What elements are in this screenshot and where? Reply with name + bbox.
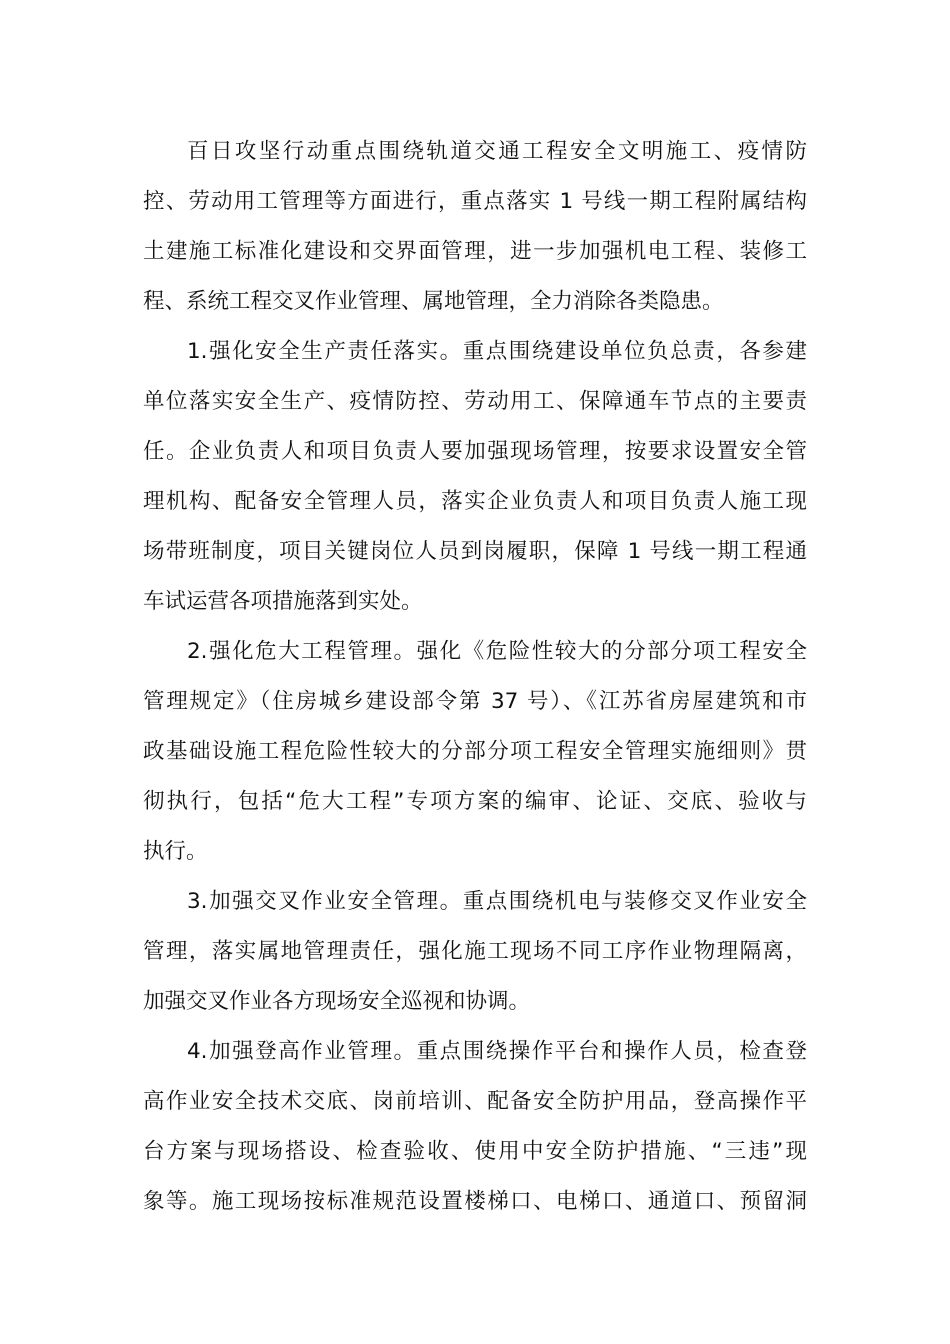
text-line: 2.强化危大工程管理。强化《危险性较大的分部分项工程安全	[187, 639, 807, 664]
paragraph-item-4	[143, 1027, 807, 1227]
text-line: 1.强化安全生产责任落实。重点围绕建设单位负总责，各参建	[187, 339, 807, 364]
text-line: 场带班制度，项目关键岗位人员到岗履职，保障 1 号线一期工程通	[143, 539, 807, 564]
text-line: 控、劳动用工管理等方面进行，重点落实 1 号线一期工程附属结构	[143, 189, 807, 214]
text-line: 台方案与现场搭设、检查验收、使用中安全防护措施、“三违”现	[143, 1139, 807, 1164]
text-line: 彻执行，包括“危大工程”专项方案的编审、论证、交底、验收与	[143, 789, 807, 814]
text-line: 政基础设施工程危险性较大的分部分项工程安全管理实施细则》贯	[143, 739, 807, 764]
text-line: 3.加强交叉作业安全管理。重点围绕机电与装修交叉作业安全	[187, 889, 807, 914]
document-page	[143, 127, 807, 1227]
text-line: 管理，落实属地管理责任，强化施工现场不同工序作业物理隔离，	[143, 939, 807, 964]
text-line: 4.加强登高作业管理。重点围绕操作平台和操作人员，检查登	[187, 1039, 807, 1064]
text-line: 车试运营各项措施落到实处。	[143, 589, 423, 614]
paragraph-item-3	[143, 877, 807, 1027]
text-line: 高作业安全技术交底、岗前培训、配备安全防护用品，登高操作平	[143, 1089, 807, 1114]
text-line: 管理规定》（住房城乡建设部令第 37 号）、《江苏省房屋建筑和市	[143, 689, 807, 714]
text-line: 理机构、配备安全管理人员，落实企业负责人和项目负责人施工现	[143, 489, 807, 514]
text-line: 任。企业负责人和项目负责人要加强现场管理，按要求设置安全管	[143, 439, 807, 464]
text-line: 土建施工标准化建设和交界面管理，进一步加强机电工程、装修工	[143, 239, 807, 264]
text-line: 象等。施工现场按标准规范设置楼梯口、电梯口、通道口、预留洞	[143, 1189, 807, 1214]
text-line: 程、系统工程交叉作业管理、属地管理，全力消除各类隐患。	[143, 289, 724, 314]
paragraph-item-2	[143, 627, 807, 877]
paragraph-item-1	[143, 327, 807, 627]
text-line: 加强交叉作业各方现场安全巡视和协调。	[143, 989, 531, 1014]
text-line: 执行。	[143, 839, 208, 864]
text-line: 百日攻坚行动重点围绕轨道交通工程安全文明施工、疫情防	[187, 139, 807, 164]
paragraph-intro	[143, 127, 807, 327]
text-line: 单位落实安全生产、疫情防控、劳动用工、保障通车节点的主要责	[143, 389, 807, 414]
